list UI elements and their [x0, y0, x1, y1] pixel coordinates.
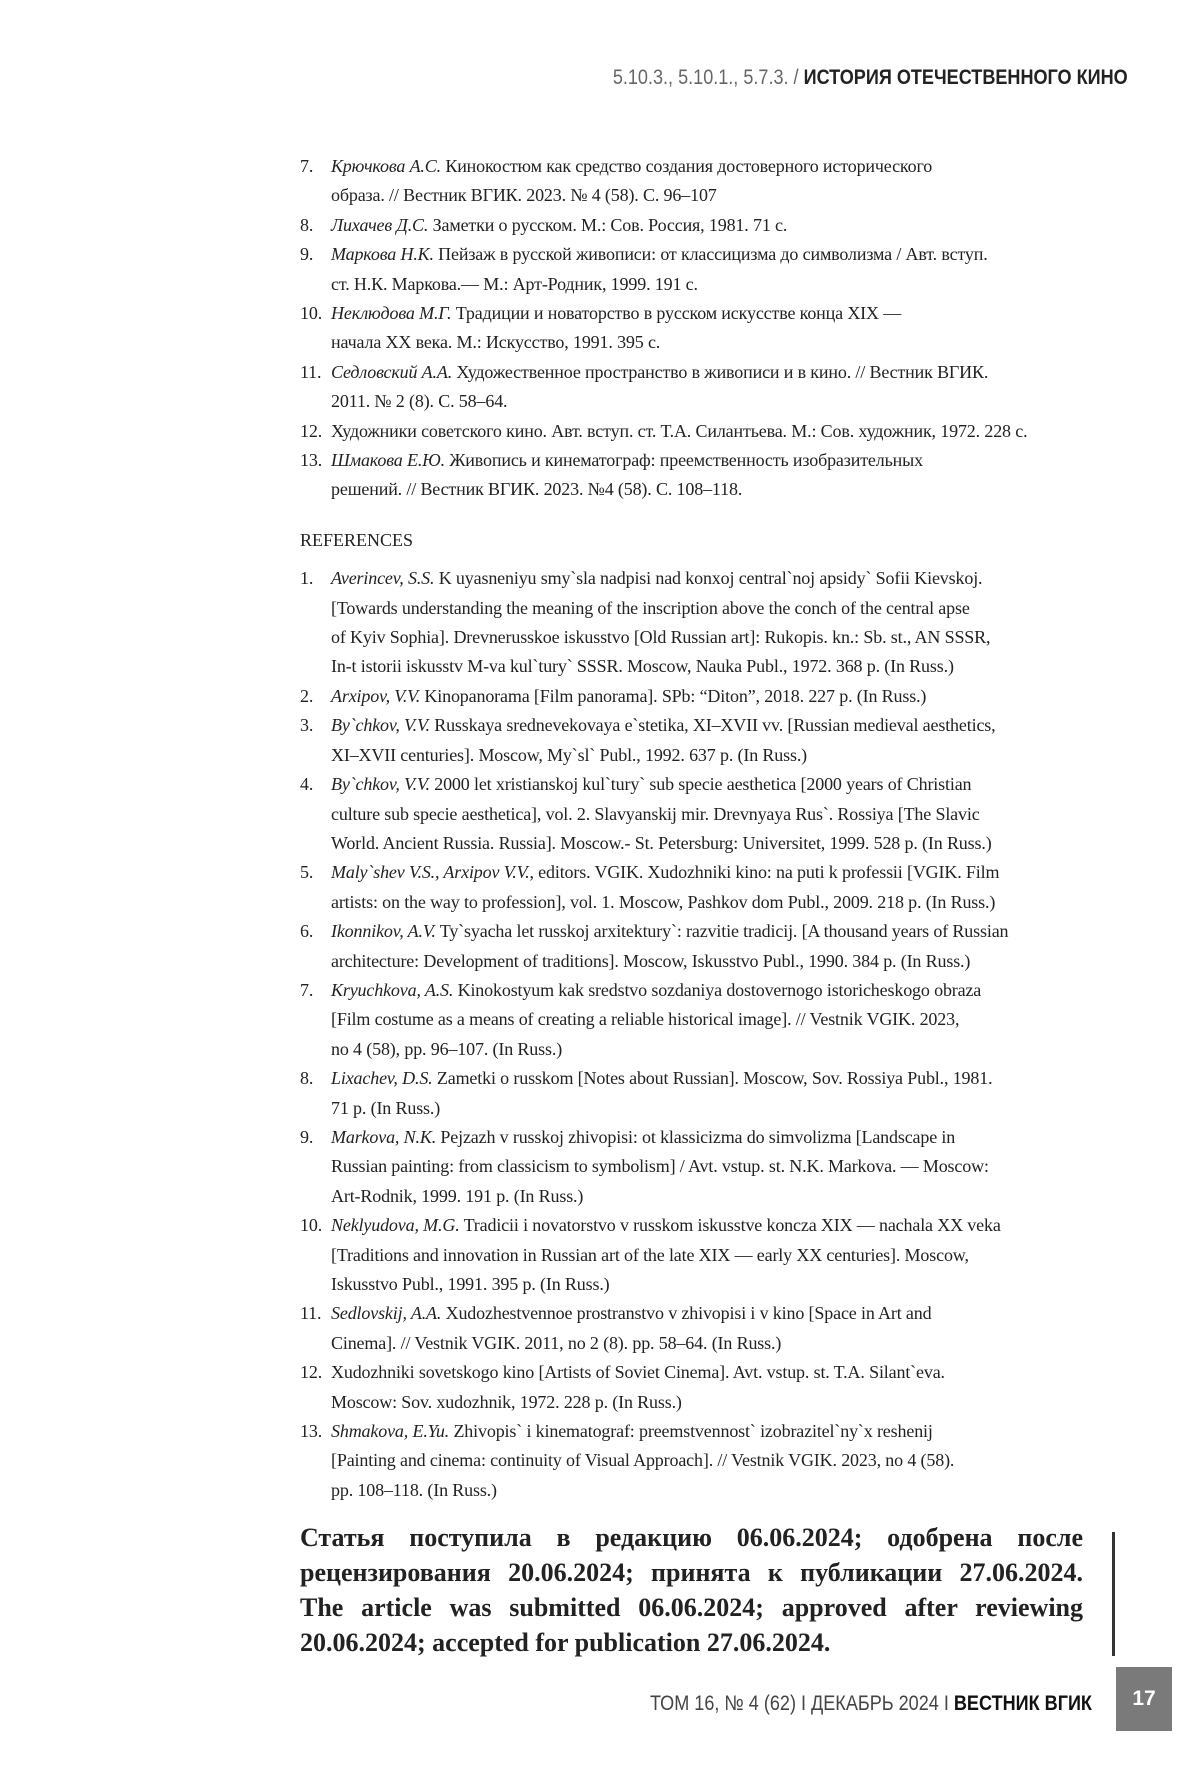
reference-line [331, 1152, 1120, 1181]
notice-vertical-rule [1112, 1532, 1115, 1656]
reference-text [331, 858, 1120, 917]
reference-number: 13. [300, 1421, 323, 1442]
reference-line [331, 947, 1120, 976]
reference-segment: no 4 (58), pp. 96–107. (In Russ.) [331, 1038, 563, 1059]
reference-segment: [Traditions and innovation in Russian art of the late XIX — early XX centuries]. Moscow, [331, 1244, 969, 1265]
notice-line: The article was submitted 06.06.2024; approved after reviewing [300, 1593, 1083, 1622]
reference-author: Maly`shev V.S., Arxipov V.V. [331, 862, 530, 883]
notice-line: 20.06.2024; accepted for publication 27.06.2024. [300, 1628, 831, 1657]
reference-line [331, 1241, 1120, 1270]
reference-line [331, 1182, 1120, 1211]
reference-segment: Заметки о русском. М.: Сов. Россия, 1981. 71 с. [428, 214, 788, 235]
reference-segment: Art-Rodnik, 1999. 191 p. (In Russ.) [331, 1185, 584, 1206]
reference-item [300, 240, 1120, 299]
reference-line [331, 152, 1120, 181]
reference-line [331, 181, 1120, 210]
reference-text [331, 358, 1120, 417]
reference-segment: Zametki o russkom [Notes about Russian]. Moscow, Sov. Rossiya Publ., 1981. [432, 1068, 993, 1089]
reference-line [331, 417, 1120, 446]
reference-line [331, 270, 1120, 299]
reference-segment: Пейзаж в русской живописи: от классицизма до символизма / Авт. вступ. [433, 244, 988, 265]
reference-segment: решений. // Вестник ВГИК. 2023. №4 (58). С. 108–118. [331, 479, 743, 500]
reference-number: 13. [300, 450, 323, 471]
reference-line [331, 211, 1120, 240]
reference-number: 7. [300, 979, 314, 1000]
reference-number: 9. [300, 1126, 314, 1147]
reference-number: 2. [300, 685, 314, 706]
reference-line [331, 1094, 1120, 1123]
reference-author: Sedlovskij, A.A. [331, 1303, 442, 1324]
reference-line [331, 1123, 1120, 1152]
reference-segment: Tradicii i novatorstvo v russkom iskusstve koncza XIX — nachala XX veka [459, 1215, 1001, 1236]
reference-number: 10. [300, 303, 323, 324]
reference-text [331, 1123, 1120, 1211]
reference-line [331, 328, 1120, 357]
reference-item [300, 564, 1120, 682]
reference-segment: начала XX века. М.: Искусство, 1991. 395 с. [331, 332, 661, 353]
reference-item [300, 1211, 1120, 1299]
reference-segment: culture sub specie aesthetica], vol. 2. Slavyanskij mir. Drevnyaya Rus`. Rossiya [The Slavic [331, 803, 980, 824]
reference-segment: In-t istorii iskusstv M-va kul`tury` SSSR. Moscow, Nauka Publ., 1972. 368 p. (In Russ.) [331, 656, 954, 677]
notice-line: Статья поступила в редакцию 06.06.2024; одобрена после [300, 1523, 1083, 1552]
reference-text [331, 446, 1120, 505]
reference-segment: 2000 let xristianskoj kul`tury` sub specie aesthetica [2000 years of Christian [429, 774, 972, 795]
reference-line [331, 1417, 1120, 1446]
reference-segment: World. Ancient Russia. Russia]. Moscow.- St. Petersburg: Universitet, 1999. 528 p. (In Russ.) [331, 832, 992, 853]
reference-segment: Художники советского кино. Авт. вступ. ст. Т.А. Силантьева. М.: Сов. художник, 1972. 228 с. [331, 420, 1028, 441]
reference-text [331, 917, 1120, 976]
reference-segment: Moscow: Sov. xudozhnik, 1972. 228 p. (In Russ.) [331, 1391, 682, 1412]
reference-text [331, 417, 1120, 446]
reference-text [331, 770, 1120, 858]
reference-line [331, 682, 1120, 711]
reference-segment: architecture: Development of traditions]. Moscow, Iskusstvo Publ., 1990. 384 p. (In Russ.) [331, 950, 971, 971]
reference-line [331, 1064, 1120, 1093]
reference-content [300, 152, 1120, 1505]
reference-number: 11. [300, 1303, 322, 1324]
reference-item [300, 152, 1120, 211]
reference-segment: Ty`syacha let russkoj arxitektury`: razvitie tradicij. [A thousand years of Russian [435, 921, 1009, 942]
reference-line [331, 623, 1120, 652]
reference-line [331, 917, 1120, 946]
reference-number: 11. [300, 361, 322, 382]
reference-item [300, 1299, 1120, 1358]
reference-segment: [Film costume as a means of creating a reliable historical image]. // Vestnik VGIK. 2023, [331, 1009, 960, 1030]
reference-text [331, 711, 1120, 770]
reference-line [331, 387, 1120, 416]
footer-issue-info: ТОМ 16, № 4 (62) I ДЕКАБРЬ 2024 I [650, 1692, 949, 1715]
reference-number: 7. [300, 156, 314, 176]
reference-segment: of Kyiv Sophia]. Drevnerusskoe iskusstvo [Old Russian art]: Rukopis. kn.: Sb. st., AN SSSR, [331, 627, 991, 648]
reference-number: 5. [300, 862, 314, 883]
reference-item [300, 917, 1120, 976]
references-heading: REFERENCES [300, 529, 414, 550]
reference-text [331, 564, 1120, 682]
reference-segment: pp. 108–118. (In Russ.) [331, 1479, 497, 1500]
reference-segment: artists: on the way to profession], vol. 1. Moscow, Pashkov dom Publ., 2009. 218 p. (In Russ.) [331, 891, 996, 912]
reference-author: Arxipov, V.V. [331, 685, 421, 706]
reference-number: 4. [300, 774, 314, 795]
reference-line [331, 1388, 1120, 1417]
reference-item [300, 417, 1120, 446]
reference-item [300, 1417, 1120, 1505]
reference-text [331, 211, 1120, 240]
reference-segment: Kinopanorama [Film panorama]. SPb: “Diton”, 2018. 227 p. (In Russ.) [420, 685, 927, 706]
reference-segment: ст. Н.К. Маркова.— М.: Арт-Родник, 1999. 191 с. [331, 273, 698, 294]
reference-line [331, 1358, 1120, 1387]
reference-item [300, 1064, 1120, 1123]
reference-line [331, 1476, 1120, 1505]
reference-line [331, 858, 1120, 887]
header-section-title: ИСТОРИЯ ОТЕЧЕСТВЕННОГО КИНО [803, 66, 1128, 89]
reference-segment: Kinokostyum kak sredstvo sozdaniya dostovernogo istoricheskogo obraza [453, 979, 982, 1000]
reference-text [331, 152, 1120, 211]
reference-number: 3. [300, 715, 314, 736]
reference-number: 9. [300, 244, 314, 265]
reference-item [300, 358, 1120, 417]
reference-author: Neklyudova, M.G. [331, 1215, 460, 1236]
reference-segment: Художественное пространство в живописи и в кино. // Вестник ВГИК. [452, 361, 989, 382]
page-number: 17 [1116, 1667, 1172, 1731]
reference-segment: 71 p. (In Russ.) [331, 1097, 441, 1118]
reference-line [331, 240, 1120, 269]
reference-line [331, 1005, 1120, 1034]
reference-line [331, 1299, 1120, 1328]
running-header [613, 66, 1128, 90]
reference-line [331, 976, 1120, 1005]
reference-line [331, 741, 1120, 770]
reference-author: Седловский А.А. [331, 361, 453, 382]
reference-segment: Iskusstvo Publ., 1991. 395 p. (In Russ.) [331, 1274, 610, 1295]
reference-author: Неклюдова М.Г. [331, 303, 452, 324]
reference-text [331, 1299, 1120, 1358]
reference-author: Шмакова Е.Ю. [331, 450, 445, 471]
reference-segment: образа. // Вестник ВГИК. 2023. № 4 (58). С. 96–107 [331, 185, 717, 206]
running-footer [650, 1692, 1092, 1716]
reference-author: Lixachev, D.S. [331, 1068, 433, 1089]
reference-line [331, 299, 1120, 328]
reference-author: By`chkov, V.V. [331, 774, 430, 795]
reference-segment: Pejzazh v russkoj zhivopisi: ot klassicizma do simvolizma [Landscape in [436, 1126, 956, 1147]
reference-number: 8. [300, 1068, 314, 1089]
reference-segment: Живопись и кинематограф: преемственность изобразительных [444, 450, 923, 471]
reference-author: Маркова Н.К. [331, 244, 434, 265]
reference-author: Kryuchkova, A.S. [331, 979, 454, 1000]
english-reference-list [300, 564, 1120, 1505]
notice-line: рецензирования 20.06.2024; принята к публикации 27.06.2024. [300, 1558, 1083, 1587]
reference-text [331, 1211, 1120, 1299]
reference-author: Averincev, S.S. [331, 568, 435, 589]
reference-item [300, 211, 1120, 240]
reference-segment: Xudozhestvennoe prostranstvo v zhivopisi i v kino [Space in Art and [441, 1303, 932, 1324]
russian-reference-list [300, 152, 1120, 505]
reference-line [331, 475, 1120, 504]
reference-author: Ikonnikov, A.V. [331, 921, 436, 942]
reference-text [331, 976, 1120, 1064]
reference-number: 6. [300, 921, 314, 942]
reference-number: 8. [300, 214, 314, 235]
reference-segment: Традиции и новаторство в русском искусстве конца XIX — [451, 303, 902, 324]
reference-line [331, 711, 1120, 740]
reference-item [300, 1123, 1120, 1211]
reference-item [300, 976, 1120, 1064]
reference-author: Markova, N.K. [331, 1126, 437, 1147]
footer-journal-title: ВЕСТНИК ВГИК [953, 1692, 1092, 1715]
reference-text [331, 1358, 1120, 1417]
reference-line [331, 888, 1120, 917]
reference-line [331, 1035, 1120, 1064]
reference-author: Крючкова А.С. [331, 156, 441, 176]
reference-line [331, 1211, 1120, 1240]
reference-segment: Zhivopis` i kinematograf: preemstvennost` izobrazitel`ny`x reshenij [449, 1421, 933, 1442]
reference-item [300, 446, 1120, 505]
reference-number: 12. [300, 1362, 323, 1383]
header-section-codes: 5.10.3., 5.10.1., 5.7.3. / [613, 66, 799, 89]
reference-segment: [Towards understanding the meaning of the inscription above the conch of the central apse [331, 597, 970, 618]
reference-text [331, 682, 1120, 711]
reference-segment: Кинокостюм как средство создания достоверного исторического [440, 156, 933, 176]
reference-segment: Xudozhniki sovetskogo kino [Artists of Soviet Cinema]. Avt. vstup. st. T.A. Silant`eva. [331, 1362, 945, 1383]
reference-segment: XI–XVII centuries]. Moscow, My`sl` Publ., 1992. 637 p. (In Russ.) [331, 744, 808, 765]
reference-author: Лихачев Д.С. [331, 214, 429, 235]
reference-segment: , editors. VGIK. Xudozhniki kino: na puti k professii [VGIK. Film [529, 862, 1000, 883]
reference-item [300, 1358, 1120, 1417]
reference-line [331, 564, 1120, 593]
reference-segment: 2011. № 2 (8). С. 58–64. [331, 391, 508, 412]
reference-author: By`chkov, V.V. [331, 715, 430, 736]
reference-text [331, 1064, 1120, 1123]
reference-line [331, 358, 1120, 387]
reference-author: Shmakova, E.Yu. [331, 1421, 450, 1442]
reference-text [331, 240, 1120, 299]
reference-item [300, 299, 1120, 358]
reference-line [331, 446, 1120, 475]
reference-segment: Cinema]. // Vestnik VGIK. 2011, no 2 (8). pp. 58–64. (In Russ.) [331, 1332, 782, 1353]
reference-number: 12. [300, 420, 323, 441]
reference-text [331, 299, 1120, 358]
reference-line [331, 770, 1120, 799]
reference-line [331, 829, 1120, 858]
reference-item [300, 711, 1120, 770]
reference-line [331, 1329, 1120, 1358]
reference-line [331, 652, 1120, 681]
reference-line [331, 1270, 1120, 1299]
reference-segment: Russkaya srednevekovaya e`stetika, XI–XVII vv. [Russian medieval aesthetics, [429, 715, 996, 736]
reference-item [300, 682, 1120, 711]
reference-number: 1. [300, 568, 314, 589]
reference-text [331, 1417, 1120, 1505]
reference-item [300, 858, 1120, 917]
reference-item [300, 770, 1120, 858]
reference-number: 10. [300, 1215, 323, 1236]
reference-segment: Russian painting: from classicism to symbolism] / Avt. vstup. st. N.K. Markova. — Moscow: [331, 1156, 989, 1177]
reference-line [331, 1446, 1120, 1475]
reference-segment: [Painting and cinema: continuity of Visual Approach]. // Vestnik VGIK. 2023, no 4 (58). [331, 1450, 955, 1471]
reference-line [331, 800, 1120, 829]
reference-line [331, 594, 1120, 623]
reference-segment: K uyasneniyu smy`sla nadpisi nad konxoj central`noj apsidy` Sofii Kievskoj. [434, 568, 983, 589]
submission-notice [300, 1520, 1083, 1660]
